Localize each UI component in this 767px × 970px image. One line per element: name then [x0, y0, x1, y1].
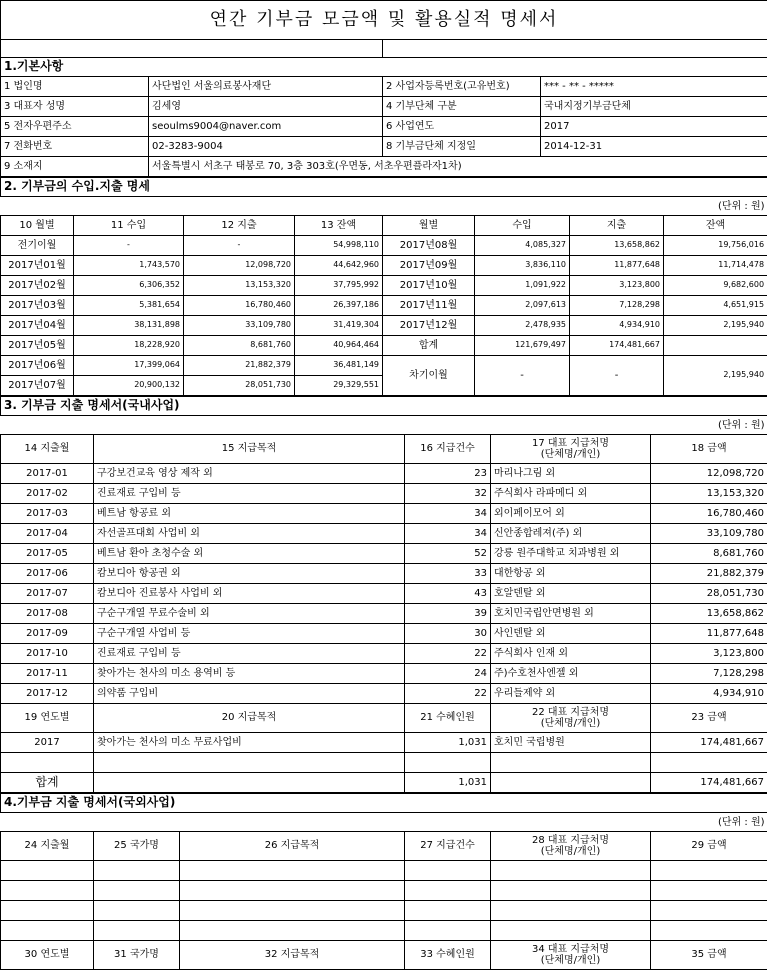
info-value: 국내지정기부금단체 [541, 97, 767, 117]
table-row: 2017-08 구순구개열 무료수술비 외 39 호치민국립안면병원 외 13,658,862 [1, 604, 767, 624]
col-header: 31 국가명 [94, 941, 180, 970]
col-header: 30 연도별 [1, 941, 94, 970]
col-header: 35 금액 [651, 941, 767, 970]
table-row: 2017년01월 1,743,570 12,098,720 44,642,960 2017년09월 3,836,110 11,877,648 11,714,478 [1, 256, 767, 276]
table-row: 2017년07월 20,900,132 28,051,730 29,329,551 [1, 376, 767, 396]
table-header-row [1, 704, 767, 733]
info-label: 4 기부단체 구분 [383, 97, 541, 117]
info-label: 8 기부금단체 지정일 [383, 137, 541, 157]
table-row: 2017-01 구강보건교육 영상 제작 외 23 마리나그림 외 12,098,720 [1, 464, 767, 484]
col-header: 11 수입 [74, 216, 184, 236]
info-value: 2014-12-31 [541, 137, 767, 157]
table-row: 2017-12 의약품 구입비 22 우리들제약 외 4,934,910 [1, 684, 767, 704]
basic-info-table [0, 0, 767, 177]
carry-over-label: 차기이월 [383, 356, 475, 396]
unit-label: (단위 : 원) [1, 197, 767, 216]
table-row: 2017년02월 6,306,352 13,153,320 37,795,992 2017년10월 1,091,922 3,123,800 9,682,600 [1, 276, 767, 296]
info-value: *** - ** - ***** [541, 77, 767, 97]
domestic-expense-table [0, 396, 767, 793]
col-header: 21 수혜인원 [405, 704, 491, 733]
info-label: 6 사업연도 [383, 117, 541, 137]
table-row: 2017 찾아가는 천사의 미소 무료사업비 1,031 호치민 국립병원 174,481,667 [1, 733, 767, 753]
address-label: 9 소재지 [1, 157, 149, 177]
col-header: 16 지급건수 [405, 435, 491, 464]
col-header: 10 월별 [1, 216, 74, 236]
total-label: 합계 [1, 773, 94, 793]
col-header: 33 수혜인원 [405, 941, 491, 970]
info-row [1, 117, 767, 137]
info-value: 김세영 [149, 97, 383, 117]
empty-row [1, 861, 767, 881]
info-row [1, 137, 767, 157]
unit-label: (단위 : 원) [1, 813, 767, 832]
address-value: 서울특별시 서초구 태봉로 70, 3층 303호(우면동, 서초우편플라자1차) [149, 157, 767, 177]
col-header: 13 잔액 [295, 216, 383, 236]
info-value: 02-3283-9004 [149, 137, 383, 157]
table-header-row [1, 832, 767, 861]
section-1-heading: 1.기본사항 [1, 58, 767, 77]
col-header: 잔액 [664, 216, 767, 236]
info-label: 7 전화번호 [1, 137, 149, 157]
info-label: 5 전자우편주소 [1, 117, 149, 137]
col-header: 20 지급목적 [94, 704, 405, 733]
table-header-row [1, 216, 767, 236]
col-header: 26 지급목적 [180, 832, 405, 861]
table-row: 전기이월 - - 54,998,110 2017년08월 4,085,327 13,658,862 19,756,016 [1, 236, 767, 256]
col-header: 28 대표 지급처명 (단체명/개인) [491, 832, 651, 861]
table-row: 2017년03월 5,381,654 16,780,460 26,397,186 2017년11월 2,097,613 7,128,298 4,651,915 [1, 296, 767, 316]
col-header: 25 국가명 [94, 832, 180, 861]
total-label: 합계 [383, 336, 475, 356]
table-row: 2017-03 베트남 항공료 외 34 외이페이모어 외 16,780,460 [1, 504, 767, 524]
section-3-heading: 3. 기부금 지출 명세서(국내사업) [1, 397, 767, 416]
col-header: 14 지출월 [1, 435, 94, 464]
section-4-heading: 4.기부금 지출 명세서(국외사업) [1, 794, 767, 813]
col-header: 월별 [383, 216, 475, 236]
table-row: 2017-09 구순구개열 사업비 등 30 사인덴탈 외 11,877,648 [1, 624, 767, 644]
table-header-row [1, 435, 767, 464]
table-row: 2017년05월 18,228,920 8,681,760 40,964,464 합계 121,679,497 174,481,667 [1, 336, 767, 356]
empty-row [1, 881, 767, 901]
overseas-expense-table [0, 793, 767, 970]
total-row: 합계 1,031 174,481,667 [1, 773, 767, 793]
table-row: 2017년06월 17,399,064 21,882,379 36,481,149 차기이월 - - 2,195,940 [1, 356, 767, 376]
unit-label: (단위 : 원) [1, 416, 767, 435]
table-header-row [1, 941, 767, 970]
col-header: 34 대표 지급처명 (단체명/개인) [491, 941, 651, 970]
col-header: 19 연도별 [1, 704, 94, 733]
table-row: 2017-07 캄보디아 진료봉사 사업비 외 43 호알덴탈 외 28,051,730 [1, 584, 767, 604]
table-row: 2017-04 자선골프대회 사업비 외 34 신안종합레져(주) 외 33,109,780 [1, 524, 767, 544]
table-row: 2017-10 진료재료 구입비 등 22 주식회사 인재 외 3,123,800 [1, 644, 767, 664]
col-header: 27 지급건수 [405, 832, 491, 861]
info-label: 3 대표자 성명 [1, 97, 149, 117]
info-value: seoulms9004@naver.com [149, 117, 383, 137]
info-label: 1 법인명 [1, 77, 149, 97]
address-row [1, 157, 767, 177]
table-row: 2017-02 진료재료 구입비 등 32 주식회사 라파메디 외 13,153,320 [1, 484, 767, 504]
table-row: 2017-06 캄보디아 항공권 외 33 대한항공 외 21,882,379 [1, 564, 767, 584]
col-header: 32 지급목적 [180, 941, 405, 970]
table-row: 2017-11 찾아가는 천사의 미소 용역비 등 24 주)수호천사엔젤 외 7,128,298 [1, 664, 767, 684]
col-header: 15 지급목적 [94, 435, 405, 464]
page-title: 연간 기부금 모금액 및 활용실적 명세서 [1, 1, 767, 40]
col-header: 29 금액 [651, 832, 767, 861]
col-header: 18 금액 [651, 435, 767, 464]
col-header: 22 대표 지급처명 (단체명/개인) [491, 704, 651, 733]
info-value: 사단법인 서울의료봉사재단 [149, 77, 383, 97]
col-header: 23 금액 [651, 704, 767, 733]
col-header: 24 지출월 [1, 832, 94, 861]
info-row [1, 77, 767, 97]
table-row: 2017년04월 38,131,898 33,109,780 31,419,304 2017년12월 2,478,935 4,934,910 2,195,940 [1, 316, 767, 336]
income-expense-table [0, 177, 767, 396]
col-header: 17 대표 지급처명 (단체명/개인) [491, 435, 651, 464]
info-row [1, 97, 767, 117]
empty-row [1, 921, 767, 941]
table-row: 2017-05 베트남 환아 초청수술 외 52 강릉 원주대학교 치과병원 외 8,681,760 [1, 544, 767, 564]
section-2-heading: 2. 기부금의 수입.지출 명세 [1, 178, 767, 197]
col-header: 12 지출 [184, 216, 295, 236]
empty-row [1, 753, 767, 773]
info-value: 2017 [541, 117, 767, 137]
empty-row [1, 901, 767, 921]
col-header: 수입 [475, 216, 570, 236]
col-header: 지출 [570, 216, 664, 236]
info-label: 2 사업자등록번호(고유번호) [383, 77, 541, 97]
